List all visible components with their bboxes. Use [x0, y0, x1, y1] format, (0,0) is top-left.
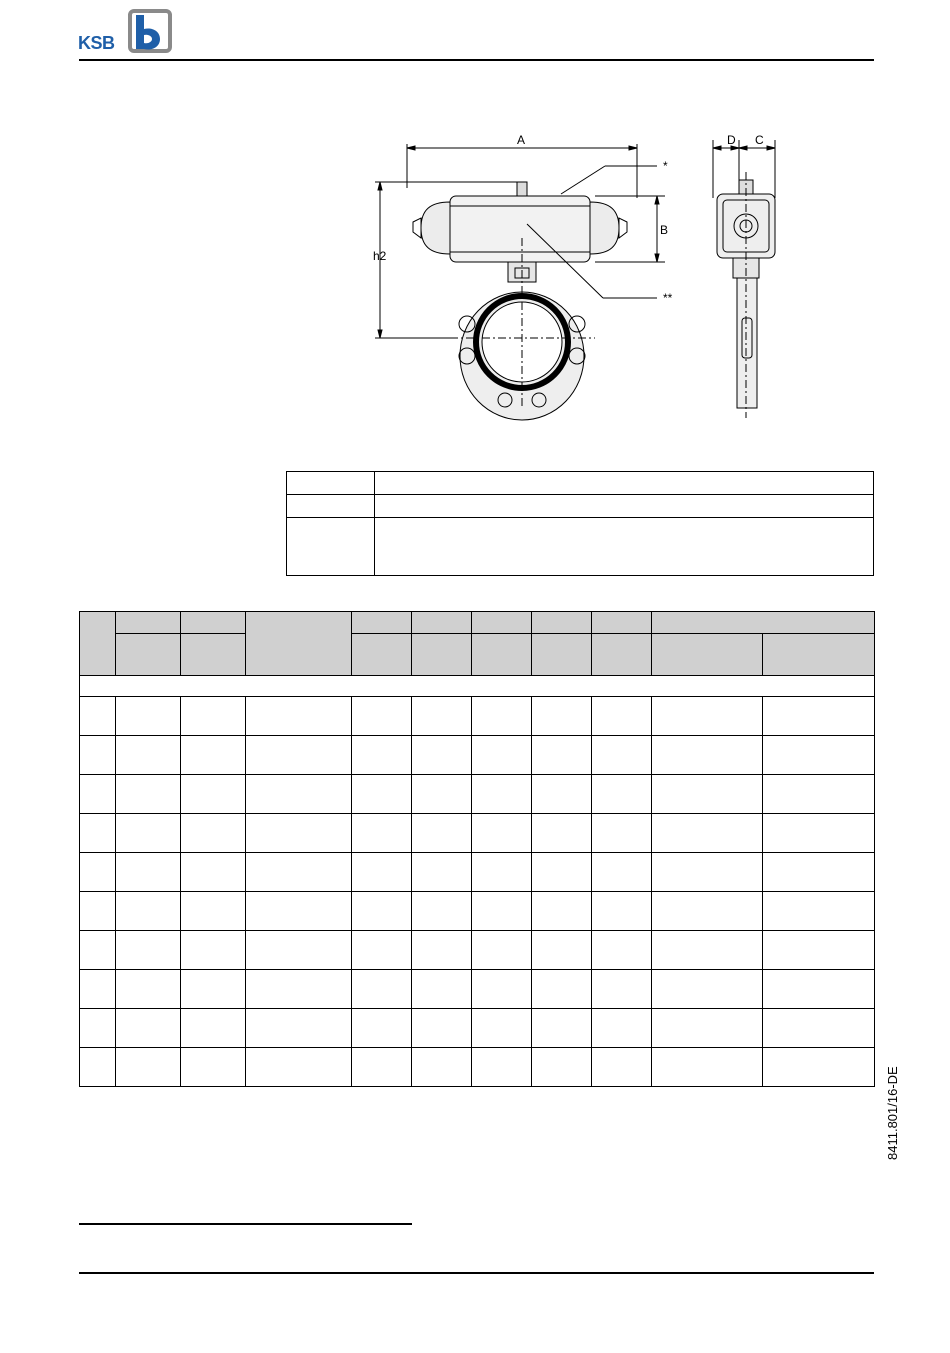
header-cell — [116, 634, 181, 676]
table-cell — [246, 970, 352, 1009]
table-cell — [352, 892, 412, 931]
table-cell — [80, 853, 116, 892]
table-cell — [652, 853, 763, 892]
legend-value-cell — [375, 495, 874, 518]
header-cell — [763, 634, 875, 676]
table-cell — [412, 931, 472, 970]
table-cell — [592, 1048, 652, 1087]
table-cell — [181, 775, 246, 814]
logo-text: KSB — [78, 33, 115, 53]
table-row — [80, 1009, 875, 1048]
table-cell — [592, 931, 652, 970]
table-cell — [592, 736, 652, 775]
table-cell — [181, 697, 246, 736]
footer-rule — [79, 1272, 874, 1274]
table-cell — [532, 853, 592, 892]
legend-row — [287, 518, 874, 576]
dimensions-table — [79, 611, 875, 1087]
document-number: 8411.801/16-DE — [885, 1066, 900, 1160]
table-cell — [352, 970, 412, 1009]
table-cell — [472, 931, 532, 970]
table-cell — [246, 775, 352, 814]
table-cell — [763, 775, 875, 814]
table-cell — [412, 853, 472, 892]
table-cell — [652, 814, 763, 853]
table-cell — [763, 736, 875, 775]
valve-drawing — [355, 128, 795, 428]
table-cell — [412, 814, 472, 853]
table-cell — [652, 736, 763, 775]
table-cell — [592, 814, 652, 853]
table-header-row — [80, 612, 875, 634]
header-rule — [79, 59, 874, 61]
table-cell — [592, 775, 652, 814]
table-cell — [472, 697, 532, 736]
header-cell — [532, 634, 592, 676]
header-cell — [352, 634, 412, 676]
table-cell — [763, 931, 875, 970]
table-cell — [181, 1009, 246, 1048]
table-cell — [181, 931, 246, 970]
table-cell — [246, 697, 352, 736]
table-cell — [116, 931, 181, 970]
legend-key-cell — [287, 518, 375, 576]
table-cell — [116, 892, 181, 931]
table-row — [80, 970, 875, 1009]
table-body — [80, 676, 875, 1087]
label-c: C — [755, 133, 764, 147]
table-cell — [181, 970, 246, 1009]
table-cell — [246, 736, 352, 775]
table-cell — [412, 697, 472, 736]
table-cell — [592, 892, 652, 931]
table-cell — [412, 736, 472, 775]
header-cell — [246, 612, 352, 676]
table-cell — [763, 814, 875, 853]
table-cell — [352, 1009, 412, 1048]
table-cell — [116, 736, 181, 775]
table-cell — [472, 775, 532, 814]
section-row — [80, 676, 875, 697]
table-cell — [652, 775, 763, 814]
table-cell — [532, 931, 592, 970]
section-cell — [80, 676, 875, 697]
table-cell — [472, 892, 532, 931]
note-double-star: ** — [663, 291, 673, 305]
table-cell — [532, 814, 592, 853]
table-cell — [246, 931, 352, 970]
header-cell — [532, 612, 592, 634]
table-cell — [412, 1009, 472, 1048]
header-cell — [472, 634, 532, 676]
table-row — [80, 814, 875, 853]
header-cell — [592, 634, 652, 676]
table-row — [80, 853, 875, 892]
table-cell — [80, 931, 116, 970]
table-cell — [592, 697, 652, 736]
table-cell — [532, 736, 592, 775]
table-cell — [652, 1009, 763, 1048]
table-cell — [472, 736, 532, 775]
legend-row — [287, 472, 874, 495]
header-cell — [80, 612, 116, 676]
table-cell — [181, 1048, 246, 1087]
legend-row — [287, 495, 874, 518]
label-a: A — [517, 133, 526, 147]
table-cell — [592, 1009, 652, 1048]
table-cell — [472, 1009, 532, 1048]
table-cell — [181, 814, 246, 853]
table-cell — [472, 853, 532, 892]
header-cell — [116, 612, 181, 634]
label-h2: h2 — [373, 249, 387, 263]
table-cell — [352, 736, 412, 775]
table-cell — [472, 814, 532, 853]
header-cell — [472, 612, 532, 634]
table-cell — [352, 775, 412, 814]
header-cell — [652, 612, 875, 634]
table-cell — [246, 853, 352, 892]
table-cell — [352, 697, 412, 736]
table-cell — [116, 853, 181, 892]
table-row — [80, 775, 875, 814]
legend-key-cell — [287, 495, 375, 518]
header-cell — [412, 612, 472, 634]
table-cell — [412, 970, 472, 1009]
table-cell — [352, 1048, 412, 1087]
table-row — [80, 736, 875, 775]
table-cell — [763, 892, 875, 931]
table-header-row — [80, 634, 875, 676]
table-cell — [80, 970, 116, 1009]
table-cell — [763, 697, 875, 736]
table-cell — [763, 1048, 875, 1087]
table-cell — [80, 1009, 116, 1048]
table-cell — [116, 1009, 181, 1048]
table-cell — [763, 1009, 875, 1048]
table-cell — [532, 775, 592, 814]
legend-key-cell — [287, 472, 375, 495]
footnote-rule — [79, 1223, 412, 1225]
table-cell — [80, 814, 116, 853]
table-cell — [116, 775, 181, 814]
header-cell — [181, 634, 246, 676]
table-cell — [472, 970, 532, 1009]
table-cell — [246, 814, 352, 853]
table-cell — [116, 697, 181, 736]
table-cell — [80, 697, 116, 736]
table-cell — [592, 970, 652, 1009]
table-row — [80, 892, 875, 931]
table-cell — [352, 814, 412, 853]
table-cell — [352, 931, 412, 970]
table-cell — [652, 931, 763, 970]
table-cell — [116, 1048, 181, 1087]
table-cell — [652, 1048, 763, 1087]
table-cell — [652, 970, 763, 1009]
table-cell — [181, 736, 246, 775]
table-cell — [116, 814, 181, 853]
table-row — [80, 697, 875, 736]
header-cell — [592, 612, 652, 634]
header-cell — [652, 634, 763, 676]
table-cell — [80, 736, 116, 775]
table-cell — [592, 853, 652, 892]
table-cell — [246, 892, 352, 931]
table-cell — [532, 970, 592, 1009]
table-cell — [532, 1048, 592, 1087]
note-single-star: * — [663, 159, 668, 173]
table-cell — [652, 892, 763, 931]
table-cell — [246, 1009, 352, 1048]
label-b: B — [660, 223, 669, 237]
header-cell — [181, 612, 246, 634]
table-row — [80, 1048, 875, 1087]
logo-mark-icon — [126, 9, 174, 53]
table-cell — [116, 970, 181, 1009]
legend-table — [286, 471, 874, 576]
table-cell — [246, 1048, 352, 1087]
table-cell — [181, 853, 246, 892]
table-cell — [652, 697, 763, 736]
table-cell — [763, 853, 875, 892]
table-cell — [412, 1048, 472, 1087]
ksb-logo — [78, 9, 178, 53]
table-cell — [472, 1048, 532, 1087]
table-row — [80, 931, 875, 970]
legend-value-cell — [375, 518, 874, 576]
table-cell — [412, 892, 472, 931]
table-cell — [352, 853, 412, 892]
table-cell — [532, 1009, 592, 1048]
header-cell — [412, 634, 472, 676]
table-cell — [181, 892, 246, 931]
table-cell — [532, 892, 592, 931]
header-cell — [352, 612, 412, 634]
table-cell — [80, 1048, 116, 1087]
table-cell — [80, 775, 116, 814]
label-d: D — [727, 133, 736, 147]
legend-value-cell — [375, 472, 874, 495]
table-cell — [80, 892, 116, 931]
table-cell — [412, 775, 472, 814]
table-cell — [532, 697, 592, 736]
table-cell — [763, 970, 875, 1009]
